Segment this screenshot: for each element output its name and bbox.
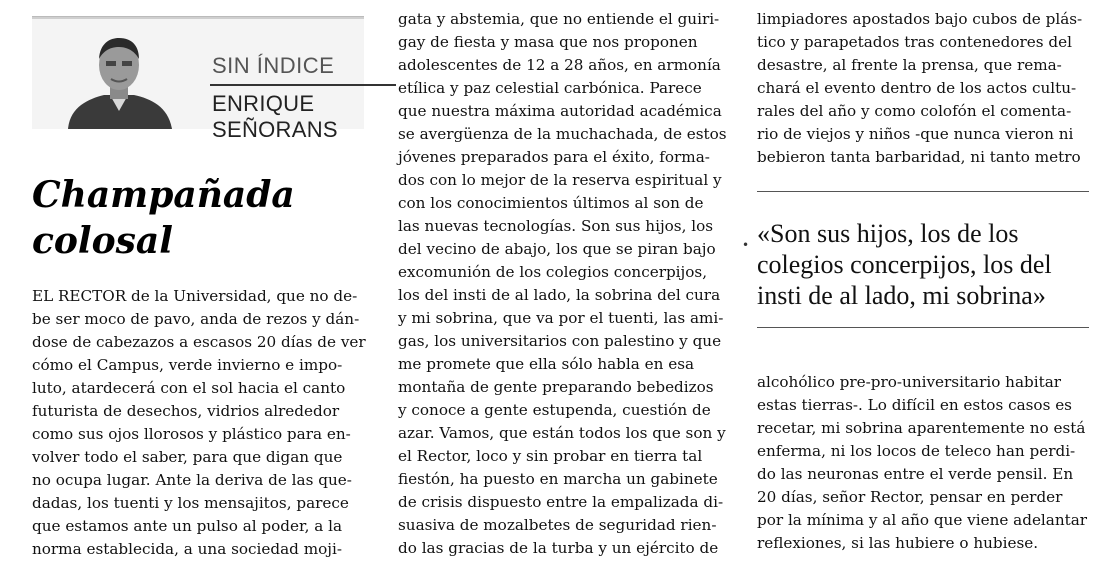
- body-line: do las gracias de la turba y un ejército de: [398, 539, 719, 557]
- body-line: se avergüenza de la muchachada, de estos: [398, 125, 727, 143]
- body-line: que estamos ante un pulso al poder, a la: [32, 517, 343, 535]
- body-line: bebieron tanta barbaridad, ni tanto metro: [757, 148, 1081, 166]
- headline-line: Champañada: [32, 174, 295, 216]
- body-line: gay de fiesta y masa que nos proponen: [398, 33, 698, 51]
- body-line: desastre, al frente la prensa, que rema-: [757, 56, 1062, 74]
- body-line: por la mínima y al año que viene adelantar: [757, 511, 1088, 529]
- pull-quote-line: colegios concerpijos, los del: [757, 250, 1052, 279]
- quote-top-rule: [757, 191, 1089, 192]
- header-divider: [210, 84, 396, 86]
- body-line: rales del año y como colofón el comenta-: [757, 102, 1072, 120]
- body-line: con los conocimientos últimos al son de: [398, 194, 704, 212]
- body-line: etílica y paz celestial carbónica. Parece: [398, 79, 702, 97]
- body-line: luto, atardecerá con el sol hacia el canto: [32, 379, 346, 397]
- body-line: EL RECTOR de la Universidad, que no de-: [32, 287, 358, 305]
- body-line: gas, los universitarios con palestino y que: [398, 332, 722, 350]
- body-line: como sus ojos llorosos y plástico para en-: [32, 425, 351, 443]
- body-line: y mi sobrina, que va por el tuenti, las ami-: [398, 309, 724, 327]
- quote-bullet-mark: •: [742, 238, 750, 252]
- body-line: cómo el Campus, verde invierno e impo-: [32, 356, 343, 374]
- body-line: norma establecida, a una sociedad moji-: [32, 540, 342, 558]
- body-line: suasiva de mozalbetes de seguridad rien-: [398, 516, 717, 534]
- body-line: alcohólico pre-pro-universitario habitar: [757, 373, 1062, 391]
- body-line: jóvenes preparados para el éxito, forma-: [398, 148, 710, 166]
- body-line: chará el evento dentro de los actos cultu-: [757, 79, 1077, 97]
- body-line: los del insti de al lado, la sobrina del cura: [398, 286, 721, 304]
- body-line: excomunión de los colegios concerpijos,: [398, 263, 708, 281]
- author-last-name: SEÑORANS: [212, 117, 338, 142]
- body-line: tico y parapetados tras contenedores del: [757, 33, 1072, 51]
- body-line: del vecino de abajo, los que se piran bajo: [398, 240, 716, 258]
- body-line: rio de viejos y niños -que nunca vieron ni: [757, 125, 1074, 143]
- header-top-rule: [32, 17, 364, 19]
- body-line: gata y abstemia, que no entiende el guiri-: [398, 10, 720, 28]
- body-line: adolescentes de 12 a 28 años, en armonía: [398, 56, 721, 74]
- body-line: me promete que ella sólo habla en esa: [398, 355, 695, 373]
- body-line: estas tierras-. Lo difícil en estos casos es: [757, 396, 1072, 414]
- body-line: be ser moco de pavo, anda de rezos y dán-: [32, 310, 360, 328]
- body-line: azar. Vamos, que están todos los que son y: [398, 424, 726, 442]
- pull-quote-line: «Son sus hijos, los de los: [757, 219, 1019, 248]
- author-first-name: ENRIQUE: [212, 91, 315, 116]
- headline-line: colosal: [32, 220, 173, 262]
- body-line: limpiadores apostados bajo cubos de plás-: [757, 10, 1083, 28]
- body-line: no ocupa lugar. Ante la deriva de las que-: [32, 471, 352, 489]
- body-line: futurista de desechos, vidrios alrededor: [32, 402, 340, 420]
- author-photo: [60, 29, 178, 129]
- body-line: do las neuronas entre el verde pensil. En: [757, 465, 1074, 483]
- body-line: que nuestra máxima autoridad académica: [398, 102, 722, 120]
- body-line: y conoce a gente estupenda, cuestión de: [398, 401, 711, 419]
- body-line: las nuevas tecnologías. Son sus hijos, los: [398, 217, 714, 235]
- body-line: enferma, ni los locos de teleco han perdi-: [757, 442, 1076, 460]
- body-line: montaña de gente preparando bebedizos: [398, 378, 714, 396]
- body-line: volver todo el saber, para que digan que: [32, 448, 343, 466]
- body-line: reflexiones, si las hubiere o hubiese.: [757, 534, 1039, 552]
- body-line: el Rector, loco y sin probar en tierra tal: [398, 447, 703, 465]
- body-line: 20 días, señor Rector, pensar en perder: [757, 488, 1063, 506]
- body-line: recetar, mi sobrina aparentemente no está: [757, 419, 1086, 437]
- section-label: SIN ÍNDICE: [212, 53, 335, 78]
- headline: [32, 172, 372, 264]
- body-line: dadas, los tuenti y los mensajitos, parece: [32, 494, 349, 512]
- column-header: [32, 16, 364, 142]
- body-line: fiestón, ha puesto en marcha un gabinete: [398, 470, 718, 488]
- body-line: dose de cabezazos a escasos 20 días de ver: [32, 333, 366, 351]
- body-line: de crisis dispuesto entre la empalizada di-: [398, 493, 724, 511]
- body-line: dos con lo mejor de la reserva espiritual y: [398, 171, 722, 189]
- pull-quote-line: insti de al lado, mi sobrina»: [757, 281, 1046, 310]
- quote-bottom-rule: [757, 327, 1089, 328]
